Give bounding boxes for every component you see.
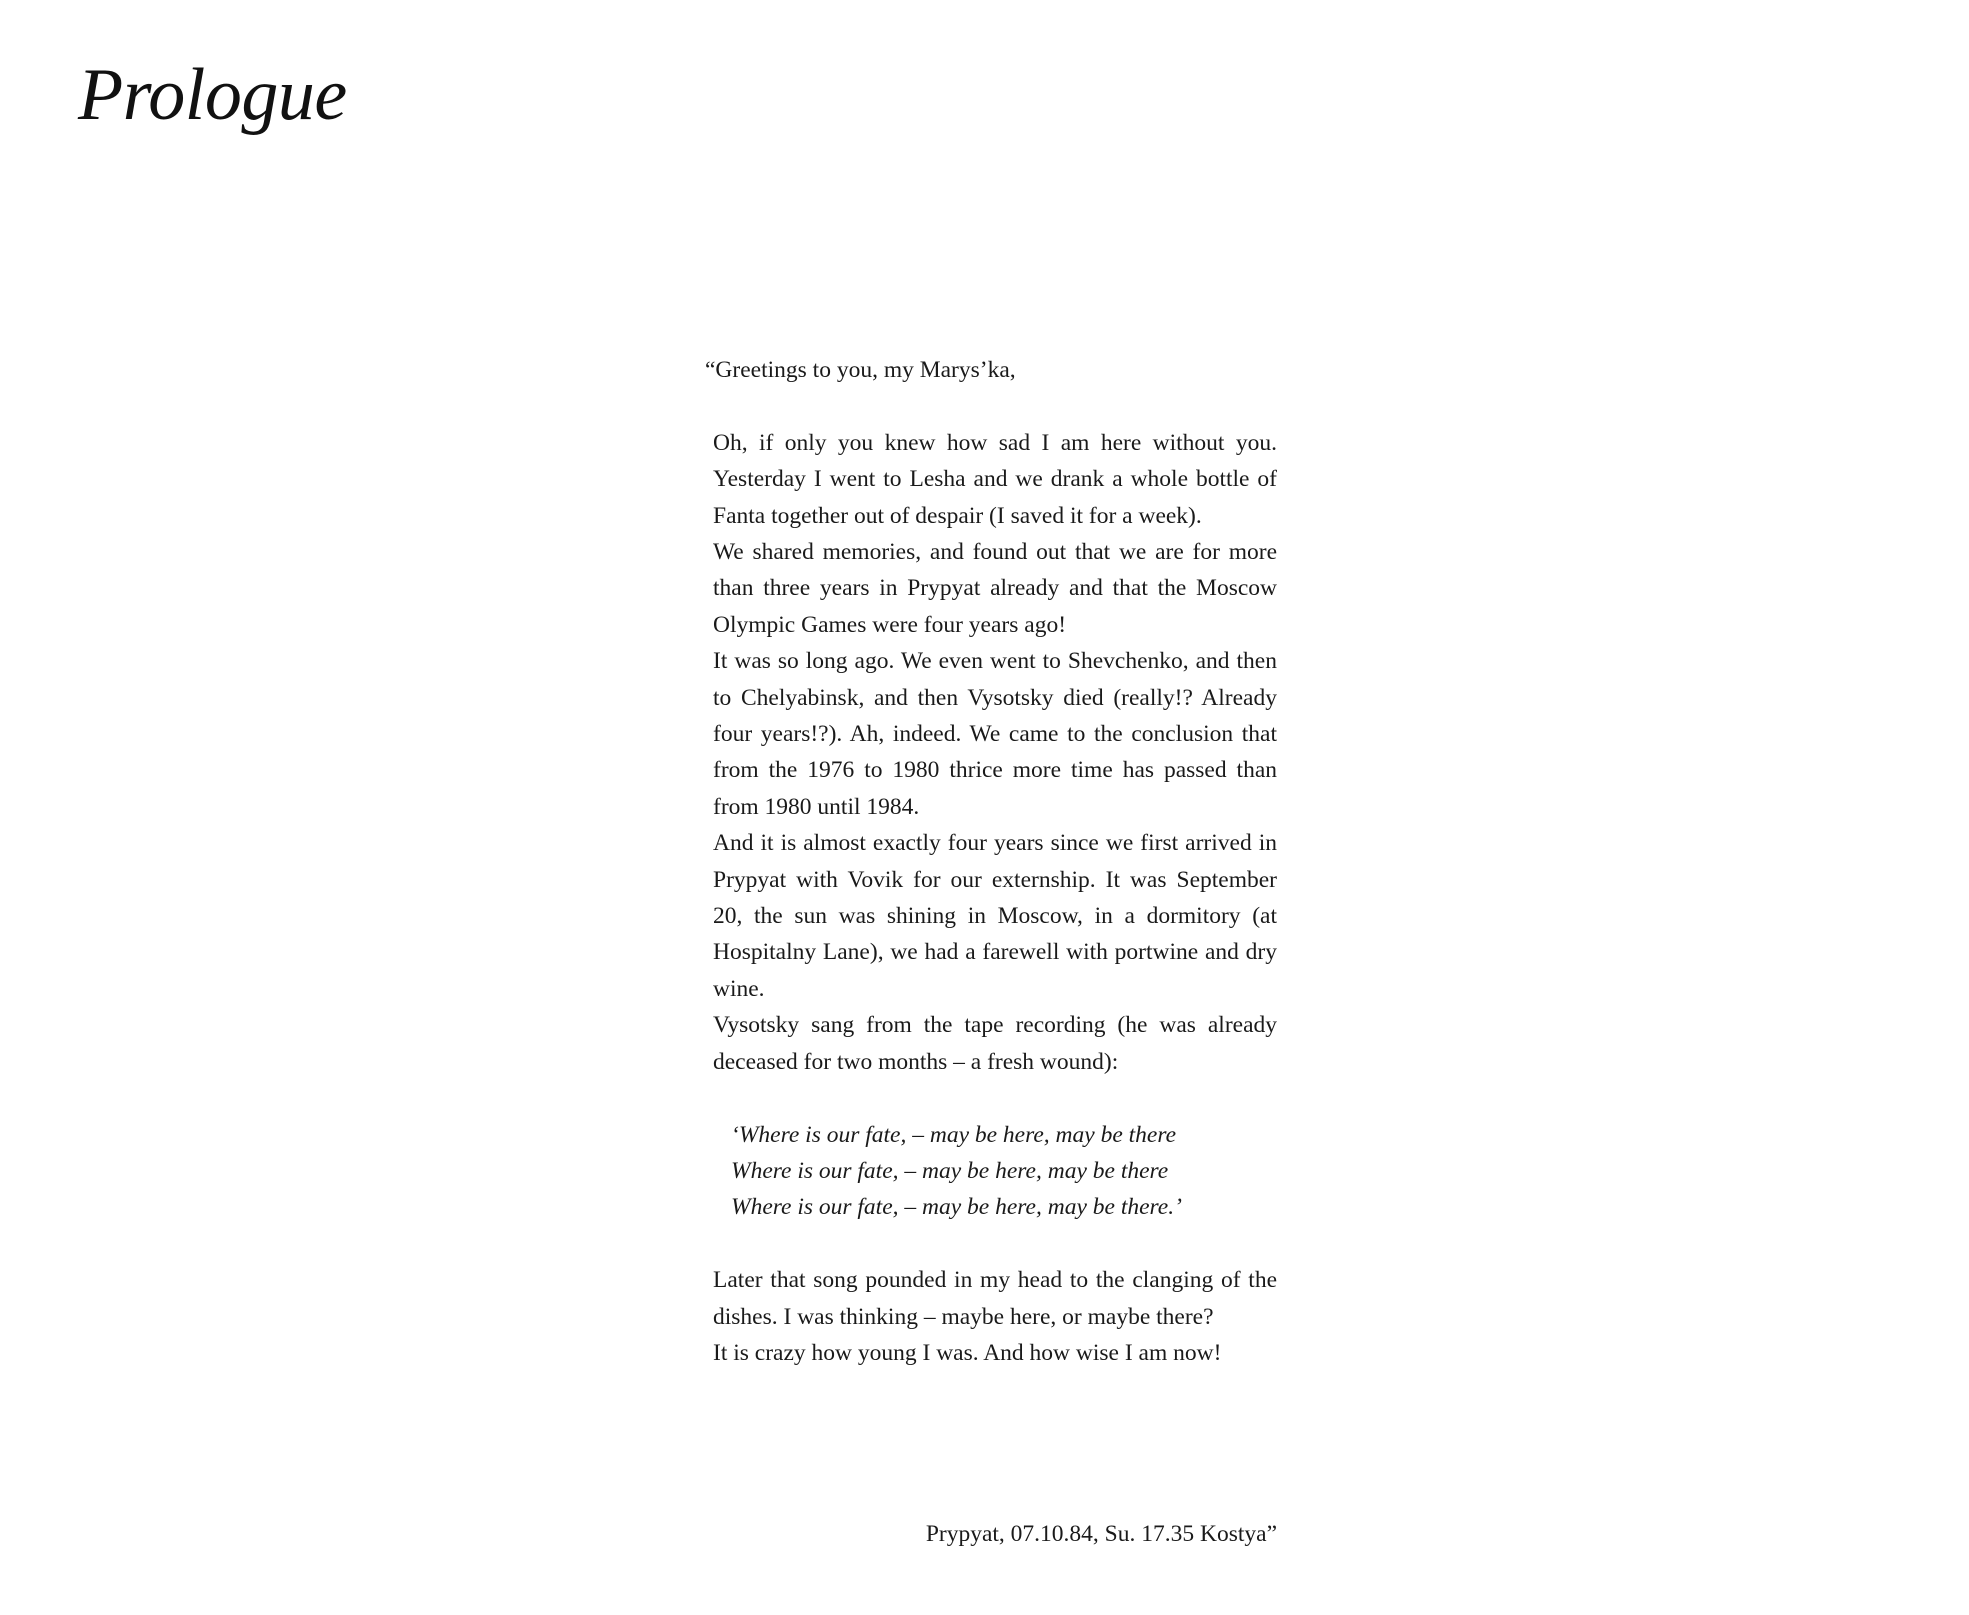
letter-body [705,425,1277,1372]
letter-paragraph: We shared memories, and found out that we are for more than three years in Prypyat already and that the Moscow Olympic Games were four years ago! [713,539,1277,638]
letter-paragraph: It is crazy how young I was. And how wise I am now! [713,1339,1222,1366]
letter-signature: Prypyat, 07.10.84, Su. 17.35 Kostya” [925,1521,1277,1547]
verse-line: Where is our fate, – may be here, may be there.’ [731,1194,1182,1221]
letter [705,352,1277,1371]
letter-paragraph: And it is almost exactly four years since we first arrived in Prypyat with Vovik for our externship. It was September 20, the sun was shining in Moscow, in a dormitory (at Hospitalny Lane), we had a farewell with portwine and dry wine. [713,830,1277,1002]
verse-line: Where is our fate, – may be here, may be there [731,1157,1169,1184]
letter-paragraph: It was so long ago. We even went to Shevchenko, and then to Chelyabinsk, and then Vysotsky died (really!? Already four years!?). Ah, indeed. We came to the conclusion that from the 1976 to 1980 thrice more time has passed than from 1980 until 1984. [713,648,1277,820]
letter-paragraph: Later that song pounded in my head to the clanging of the dishes. I was thinking – maybe here, or maybe there? [713,1267,1277,1330]
verse-line: ‘Where is our fate, – may be here, may be there [731,1121,1177,1148]
chapter-title: Prologue [78,54,347,136]
letter-greeting: “Greetings to you, my Marys’ka, [705,357,1016,383]
letter-paragraph: Vysotsky sang from the tape recording (he was already deceased for two months – a fresh wound): [713,1012,1277,1075]
song-verse [731,1117,1277,1226]
letter-paragraph: Oh, if only you knew how sad I am here without you. Yesterday I went to Lesha and we drank a whole bottle of Fanta together out of despair (I saved it for a week). [713,429,1277,529]
